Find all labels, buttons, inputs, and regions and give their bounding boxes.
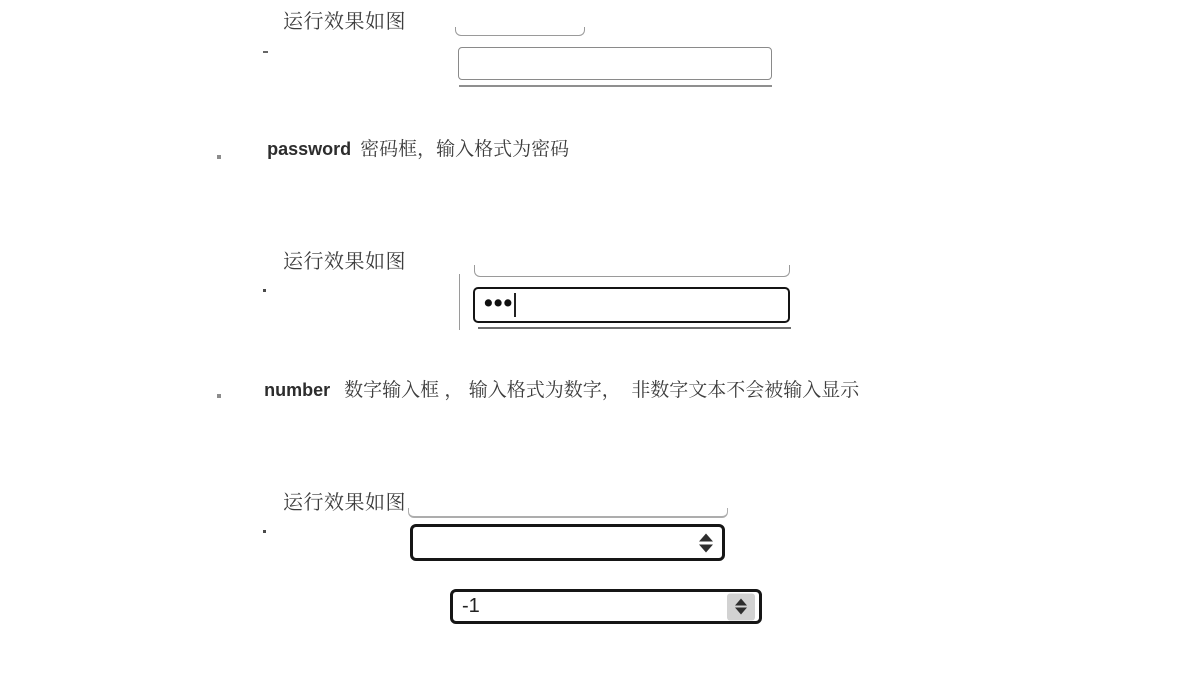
number-spinner-2[interactable]: [727, 593, 755, 620]
number-spinner-1[interactable]: [699, 533, 713, 552]
spinner-up-icon[interactable]: [699, 533, 713, 541]
text-input-demo[interactable]: [458, 47, 772, 80]
number-input-empty-field[interactable]: [413, 527, 688, 558]
password-masked-value: •••: [484, 289, 514, 317]
cropped-input-edge-below-text: [459, 85, 772, 87]
number-input-empty[interactable]: [410, 524, 725, 561]
number-input-filled-field[interactable]: [453, 592, 725, 621]
password-keyword: password: [267, 139, 352, 159]
password-description: 密码框，输入格式为密码: [360, 139, 570, 160]
number-heading: [243, 353, 859, 424]
cropped-input-edge-top: [455, 27, 585, 36]
paragraph-marker-2: [263, 289, 266, 292]
caption-run-effect-1: 运行效果如图: [283, 11, 406, 33]
cropped-screenshot-border: [459, 274, 460, 330]
text-cursor: [514, 293, 516, 317]
number-keyword: number: [264, 380, 331, 400]
password-input[interactable]: [473, 287, 790, 323]
paragraph-marker-1: [263, 51, 268, 53]
list-bullet-number: [217, 394, 221, 398]
caption-run-effect-2: 运行效果如图: [283, 251, 406, 273]
cropped-input-edge-above-number: [408, 508, 728, 518]
spinner-down-icon[interactable]: [735, 608, 747, 615]
number-description: 数字输入框 ， 输入格式为数字， 非数字文本不会被输入显示: [344, 380, 860, 401]
cropped-input-edge-above-password: [474, 265, 790, 277]
password-heading: [246, 112, 569, 183]
cropped-input-edge-below-password: [478, 327, 791, 329]
caption-run-effect-3: 运行效果如图: [283, 492, 406, 514]
spinner-down-icon[interactable]: [699, 544, 713, 552]
paragraph-marker-3: [263, 530, 266, 533]
spinner-up-icon[interactable]: [735, 599, 747, 606]
number-input-filled[interactable]: [450, 589, 762, 624]
list-bullet-password: [217, 155, 221, 159]
